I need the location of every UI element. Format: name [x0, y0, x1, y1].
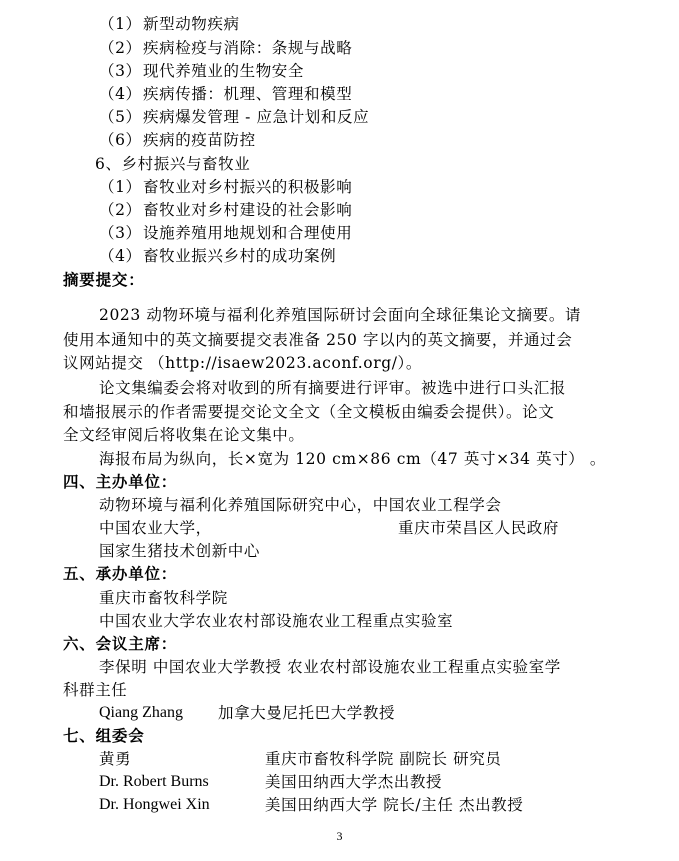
paragraph-line: 和墙报展示的作者需要提交论文全文（全文模板由编委会提供）。论文	[63, 403, 555, 421]
org-line: 中国农业大学，	[99, 519, 212, 537]
item-number: （6）	[99, 131, 142, 149]
chair-name: Qiang Zhang	[99, 704, 183, 721]
member-name: 黄勇	[99, 750, 132, 768]
section-heading: 五、承办单位：	[63, 564, 178, 583]
topic-heading: 6、乡村振兴与畜牧业	[95, 155, 251, 173]
list-item	[99, 223, 352, 243]
item-number: （4）	[99, 85, 142, 103]
paragraph-line: 2023 动物环境与福利化养殖国际研讨会面向全球征集论文摘要。请	[99, 306, 582, 324]
list-item	[99, 14, 240, 34]
member-name: Dr. Hongwei Xin	[99, 796, 210, 813]
list-item	[99, 107, 369, 127]
item-text: 畜牧业振兴乡村的成功案例	[143, 247, 337, 265]
item-number: （2）	[99, 201, 142, 219]
section-heading: 七、组委会	[63, 726, 145, 745]
item-number: （2）	[99, 39, 142, 57]
item-text: 疾病爆发管理 - 应急计划和反应	[143, 108, 370, 126]
section-heading: 摘要提交：	[63, 270, 145, 289]
page-number: 3	[336, 829, 343, 843]
item-number: （1）	[99, 178, 142, 196]
member-name: Dr. Robert Burns	[99, 773, 209, 790]
paragraph-line: 全文经审阅后将收集在论文集中。	[63, 426, 305, 444]
chair-title: 加拿大曼尼托巴大学教授	[218, 704, 396, 722]
item-number: （5）	[99, 108, 142, 126]
chair-line: 李保明 中国农业大学教授 农业农村部设施农业工程重点实验室学	[99, 658, 561, 676]
item-text: 疾病的疫苗防控	[143, 131, 256, 149]
item-number: （4）	[99, 247, 142, 265]
paragraph-line: 使用本通知中的英文摘要提交表准备 250 字以内的英文摘要，并通过会	[63, 331, 573, 349]
item-number: （1）	[99, 15, 142, 33]
section-heading: 四、主办单位：	[63, 472, 178, 491]
item-text: 现代养殖业的生物安全	[143, 62, 305, 80]
org-line: 国家生猪技术创新中心	[99, 542, 261, 560]
item-text: 疾病检疫与消除：条规与战略	[143, 39, 353, 57]
org-line: 重庆市荣昌区人民政府	[398, 519, 560, 537]
paragraph-line: 论文集编委会将对收到的所有摘要进行评审。被选中进行口头汇报	[99, 379, 566, 397]
item-number: （3）	[99, 62, 142, 80]
chair-line: 科群主任	[63, 681, 128, 699]
list-item	[99, 84, 352, 104]
item-text: 疾病传播：机理、管理和模型	[143, 85, 353, 103]
org-line: 重庆市畜牧科学院	[99, 589, 228, 607]
item-text: 畜牧业对乡村建设的社会影响	[143, 201, 353, 219]
member-title: 重庆市畜牧科学院 副院长 研究员	[265, 750, 502, 768]
org-line: 中国农业大学农业农村部设施农业工程重点实验室	[99, 612, 454, 630]
item-text: 畜牧业对乡村振兴的积极影响	[143, 178, 353, 196]
list-item	[99, 38, 352, 58]
list-item	[99, 130, 256, 150]
item-number: （3）	[99, 224, 142, 242]
list-item	[99, 177, 352, 197]
list-item	[99, 200, 352, 220]
member-title: 美国田纳西大学杰出教授	[265, 773, 443, 791]
org-line: 动物环境与福利化养殖国际研究中心，中国农业工程学会	[99, 496, 502, 514]
item-text: 设施养殖用地规划和合理使用	[143, 224, 353, 242]
item-text: 新型动物疾病	[143, 15, 240, 33]
section-heading: 六、会议主席：	[63, 634, 178, 653]
list-item	[99, 61, 304, 81]
list-item	[99, 246, 336, 266]
paragraph-line: 议网站提交 （http://isaew2023.aconf.org/）。	[63, 354, 423, 372]
member-title: 美国田纳西大学 院长/主任 杰出教授	[265, 796, 524, 814]
paragraph-line: 海报布局为纵向，长×宽为 120 cm×86 cm（47 英寸×34 英寸） 。	[99, 450, 607, 468]
